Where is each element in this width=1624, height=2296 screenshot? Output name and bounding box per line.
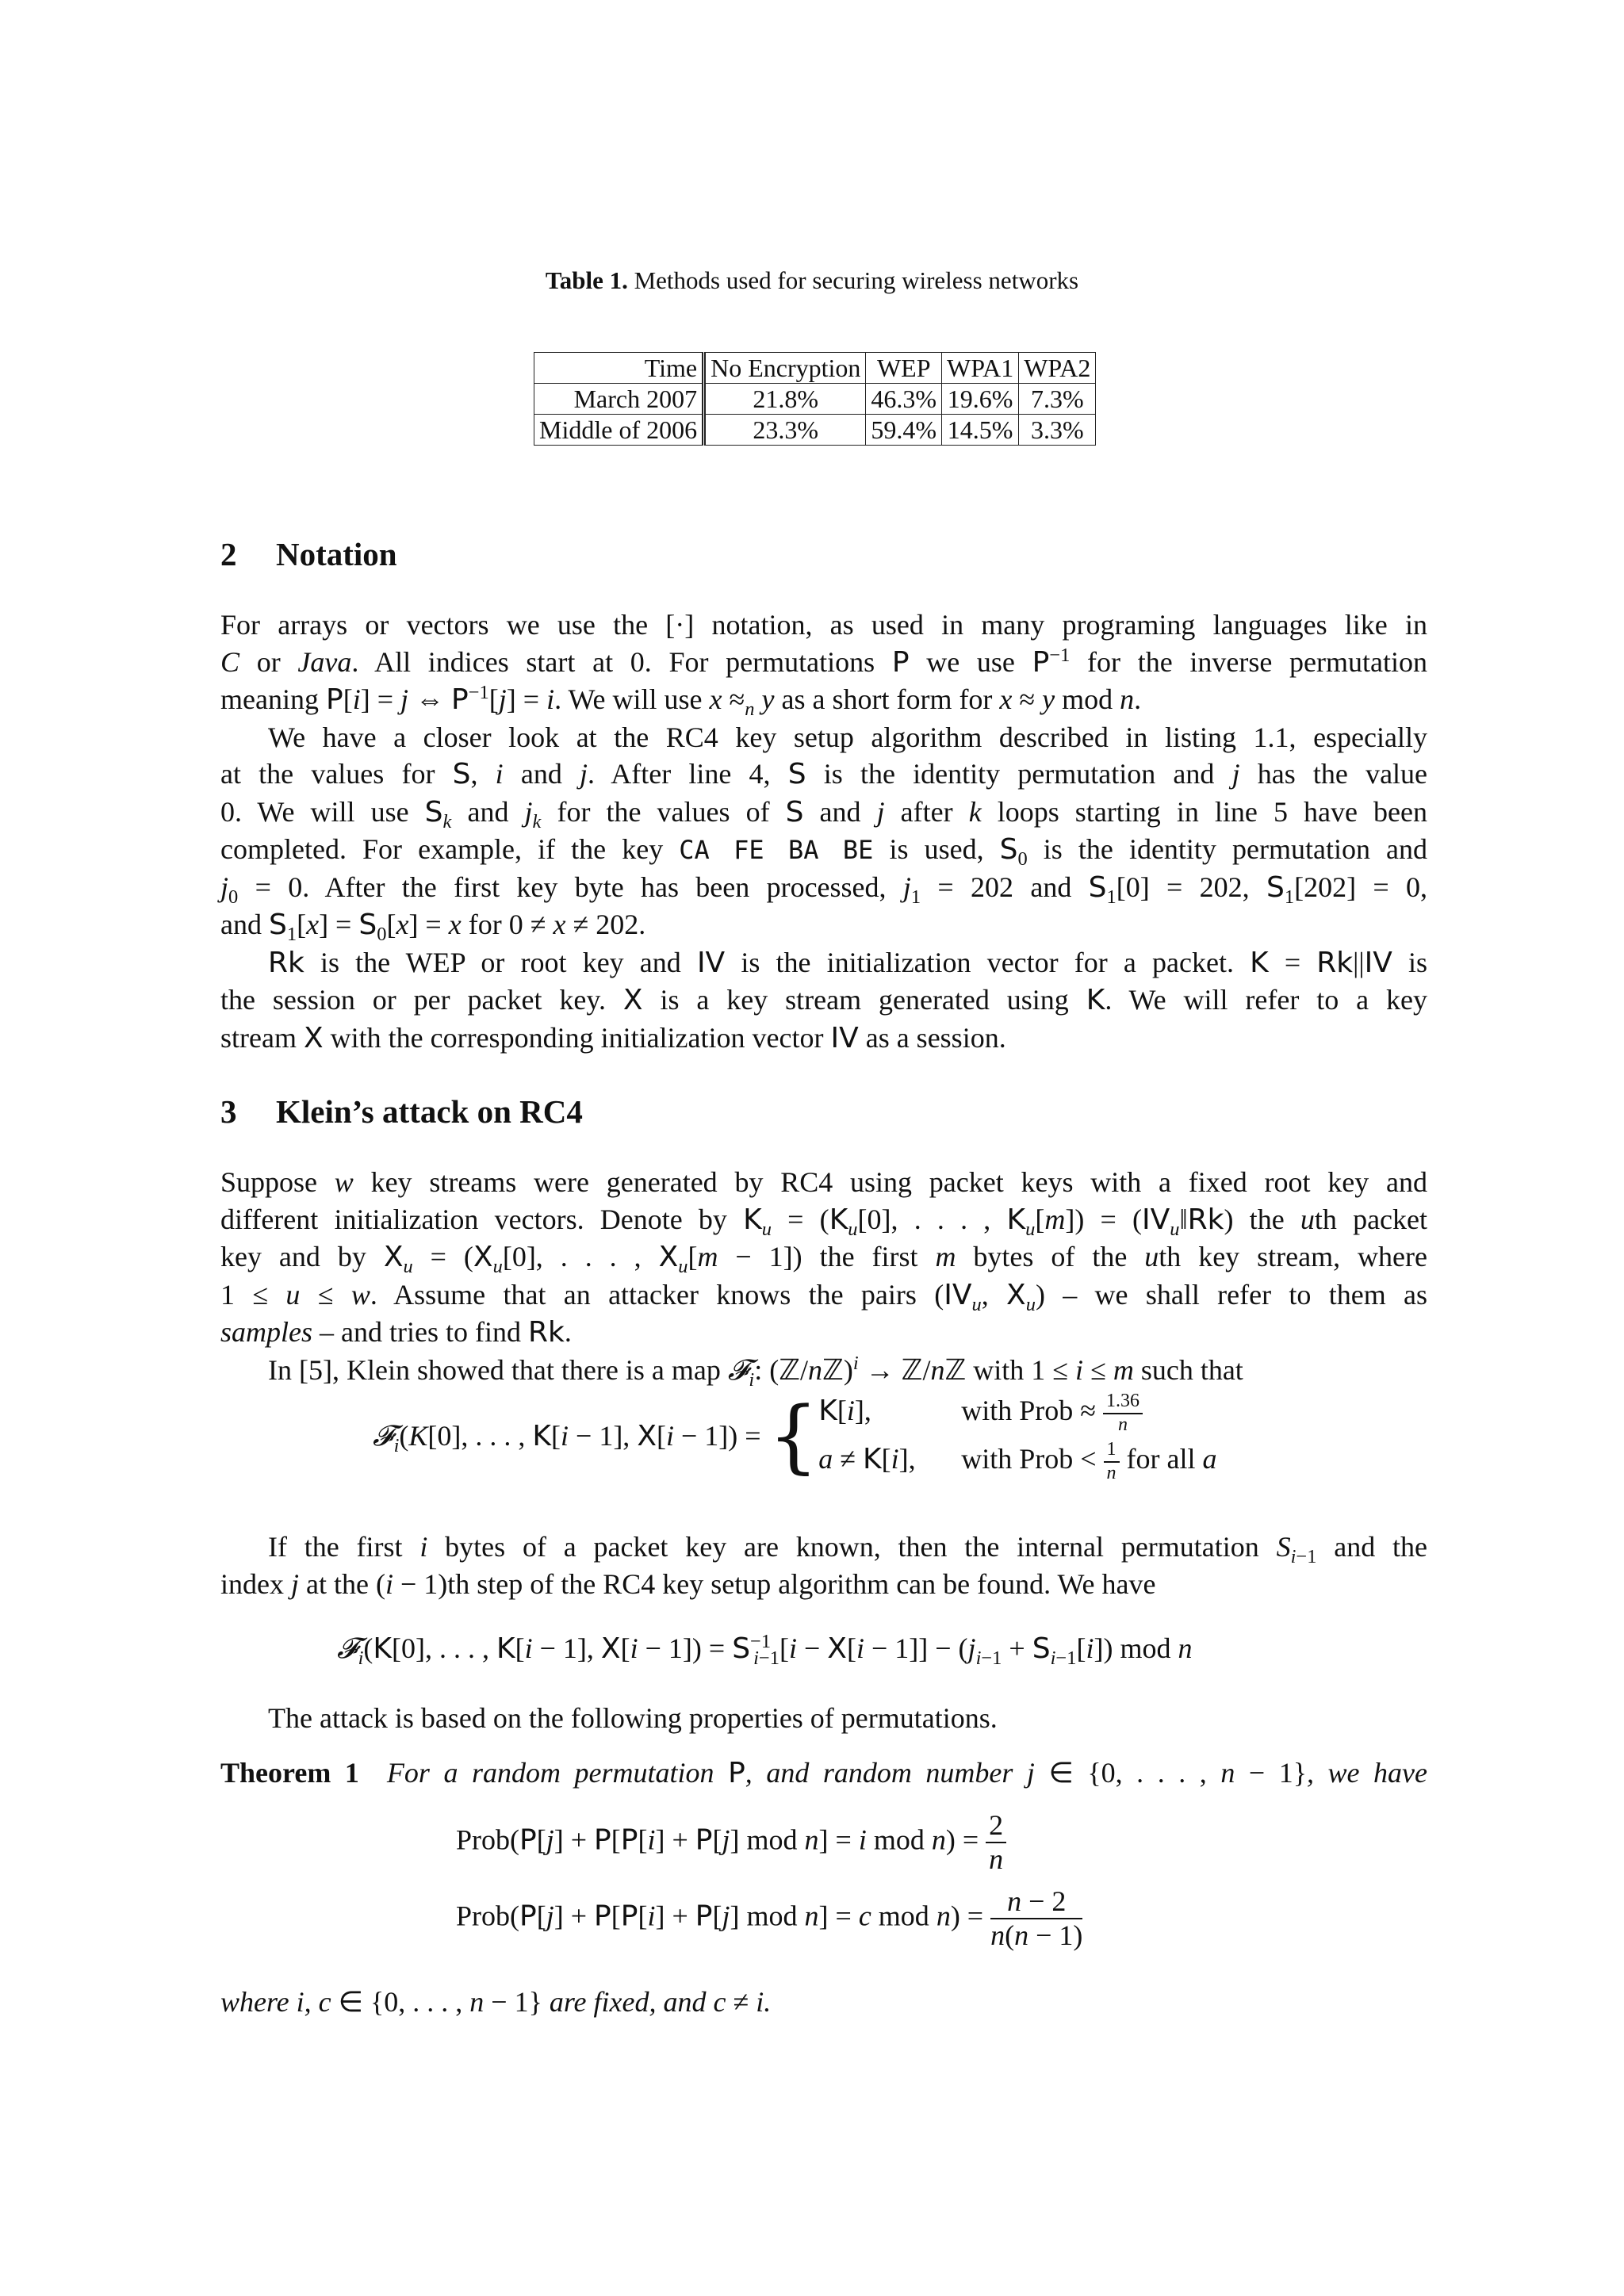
section-title: Notation: [276, 536, 397, 572]
theorem-label: Theorem 1: [220, 1757, 359, 1789]
table-cell: 19.6%: [942, 384, 1019, 415]
table-cell: 14.5%: [942, 415, 1019, 446]
kleins-attack-paragraph: Suppose w key streams were generated by RC4 using packet keys with a fixed root key and different initialization vectors. Denote by $K_u = (K_u[0]$, . . . , $K_u[m]$) = $(IV_u‖Rk)$ the uth packet key and by $X_u = (X_u[0]$, . . . , $X_u[m - 1]$) the first m bytes of the uth key stream, where 1 ≤ u ≤ w. Assume that an attacker knows the pairs ($IV_u$, $X_u$) – we shall refer to them as samples – and tries to find Rk. In [5], Klein showed that there is a map 𝓕$_i$: (ℤ/nℤ)$^i$ → ℤ/nℤ with 1 ≤ i ≤ m such that: [220, 1166, 1428, 1391]
klein-map-equation: 𝓕$_i$(K[0], . . . , K[i − 1], X[i − 1]) = { K[i], with Prob ≈ $\frac{1.36}{n}$ a ≠ K[i], with Prob < $\frac{1}{n}$ for all a: [373, 1389, 1217, 1484]
closing-text: The attack is based on the following properties of permutations.: [268, 1702, 998, 1734]
table-cell: Middle of 2006: [534, 415, 704, 446]
table-row: [534, 384, 1096, 415]
theorem-statement: Theorem 1 For a random permutation P, and random number j ∈ {0, . . . , n − 1}, we have: [220, 1757, 1428, 1789]
section-number: 3: [220, 1093, 237, 1130]
encryption-methods-table: [534, 352, 1096, 446]
table-caption: [0, 266, 1624, 295]
table-header-row: [534, 353, 1096, 384]
table-cell: 3.3%: [1019, 415, 1096, 446]
table-cell: 7.3%: [1019, 384, 1096, 415]
table-header-time: Time: [534, 353, 704, 384]
table-header-no-encryption: No Encryption: [704, 353, 866, 384]
table-row: [534, 415, 1096, 446]
table-header-wpa1: WPA1: [942, 353, 1019, 384]
internal-permutation-paragraph: If the first i bytes of a packet key are known, then the internal permutation $S_{i-1}$ and the index j at the (i − 1)th step of the RC4 key setup algorithm can be found. We have: [220, 1531, 1428, 1600]
section-heading-kleins-attack: [220, 1093, 583, 1131]
section-number: 2: [220, 536, 237, 572]
table-header-wpa2: WPA2: [1019, 353, 1096, 384]
table-caption-label: Table 1.: [545, 266, 628, 294]
klein-inverse-equation: 𝓕$_i$(K[0], . . . , K[i − 1], $X[i - 1]) = S^{-1}_{i-1}[i - X[i - 1]] - (j_{i-1} + S_{i-1}[i])$ mod n: [337, 1631, 1193, 1670]
section-title: Klein’s attack on RC4: [276, 1093, 583, 1130]
theorem-equation-2: Prob(P[j] + P[P[i] + P[j] mod n] = c mod n) = $\frac{n - 2}{n(n - 1)}$: [456, 1885, 1083, 1952]
theorem-conclusion: where i, c ∈ {0, . . . , n − 1} are fixed, and c ≠ i.: [220, 1986, 772, 2018]
theorem-equation-1: Prob(P[j] + P[P[i] + P[j] mod n] = i mod n) = $\frac{2}{n}$: [456, 1809, 1006, 1877]
left-brace: {: [768, 1389, 819, 1483]
table-cell: 21.8%: [704, 384, 866, 415]
notation-paragraph: For arrays or vectors we use the [·] notation, as used in many programing languages like in C or Java. All indices start at 0. For permutations P we use $P^{-1}$ for the inverse permutation meaning P[i] = j ⇔ $P^{-1}[j] = i$. We will use $x \approx_n$ y as a short form for x ≈ y mod n. We have a closer look at the RC4 key setup algorithm described in listing 1.1, especially at the values for S, i and j. After line 4, S is the identity permutation and j has the value 0. We will use $S_k$ and $j_k$ for the values of S and j after k loops starting in line 5 have been completed. For example, if the key CA FE BA BE is used, $S_0$ is the identity permutation and $j_0 = 0$. After the first key byte has been processed, $j_1 = 202$ and $S_1[0] = 202$, $S_1[202] = 0$, and $S_1[x] = S_0[x] = x$ for 0 ≠ x ≠ 202. Rk is the WEP or root key and IV is the initialization vector for a packet. K = Rk||IV is the session or per packet key. X is a key stream generated using K. We will refer to a key stream X with the corresponding initialization vector IV as a session.: [220, 609, 1428, 1054]
permutation-properties-line: [220, 1700, 1427, 1737]
table-cell: 46.3%: [866, 384, 942, 415]
table-cell: 23.3%: [704, 415, 866, 446]
table-cell: 59.4%: [866, 415, 942, 446]
section-heading-notation: [220, 535, 397, 573]
table-caption-text: Methods used for securing wireless networks: [627, 266, 1079, 294]
table-cell: March 2007: [534, 384, 704, 415]
table-header-wep: WEP: [866, 353, 942, 384]
